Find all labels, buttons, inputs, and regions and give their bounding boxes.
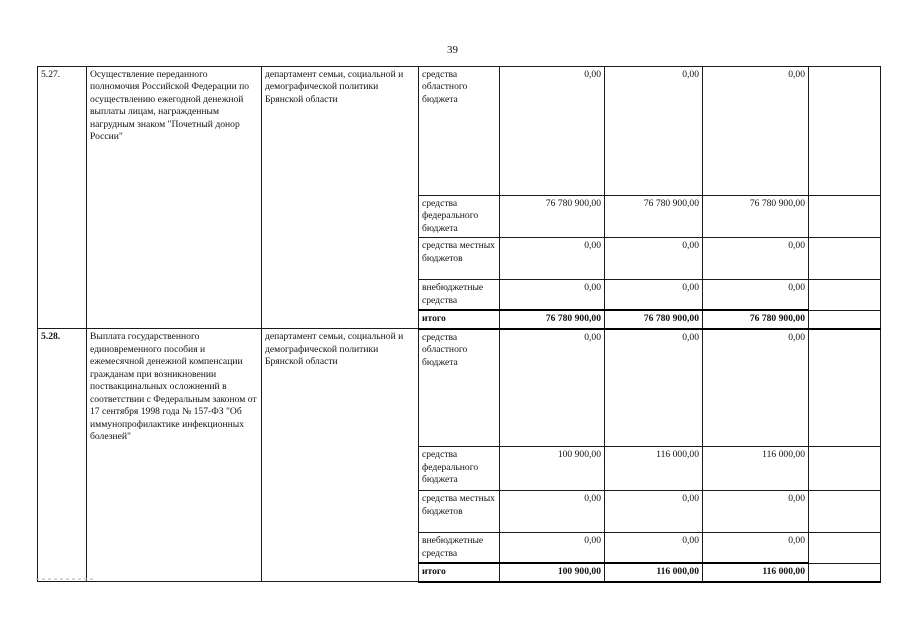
empty-cell	[809, 533, 881, 563]
empty-cell	[809, 329, 881, 447]
funding-source-label: итого	[419, 310, 500, 328]
funding-source-label: средства федерального бюджета	[419, 447, 500, 491]
amount-year-1: 100 900,00	[500, 447, 605, 491]
amount-year-2: 0,00	[605, 67, 703, 196]
amount-year-3: 76 780 900,00	[703, 310, 809, 328]
table-row	[38, 67, 881, 196]
amount-year-3: 116 000,00	[703, 447, 809, 491]
empty-cell	[809, 563, 881, 581]
amount-year-3: 0,00	[703, 491, 809, 533]
funding-source-label: внебюджетные средства	[419, 280, 500, 310]
page-number: 39	[447, 44, 458, 56]
empty-cell	[809, 238, 881, 280]
amount-year-1: 76 780 900,00	[500, 196, 605, 238]
amount-year-3: 0,00	[703, 238, 809, 280]
row-code: 5.27.	[38, 67, 87, 329]
empty-cell	[809, 447, 881, 491]
funding-source-label: средства областного бюджета	[419, 67, 500, 196]
scan-artifact	[36, 578, 96, 580]
funding-source-label: средства федерального бюджета	[419, 196, 500, 238]
table-row	[38, 329, 881, 447]
executor-name: департамент семьи, социальной и демографической политики Брянской области	[262, 329, 419, 582]
amount-year-3: 76 780 900,00	[703, 196, 809, 238]
amount-year-2: 0,00	[605, 280, 703, 310]
amount-year-2: 76 780 900,00	[605, 196, 703, 238]
executor-name: департамент семьи, социальной и демографической политики Брянской области	[262, 67, 419, 329]
empty-cell	[809, 491, 881, 533]
amount-year-2: 116 000,00	[605, 563, 703, 581]
budget-table	[37, 66, 881, 583]
amount-year-3: 0,00	[703, 329, 809, 447]
amount-year-3: 0,00	[703, 280, 809, 310]
amount-year-1: 0,00	[500, 67, 605, 196]
amount-year-1: 0,00	[500, 533, 605, 563]
empty-cell	[809, 196, 881, 238]
amount-year-2: 0,00	[605, 238, 703, 280]
funding-source-label: внебюджетные средства	[419, 533, 500, 563]
empty-cell	[809, 67, 881, 196]
amount-year-3: 116 000,00	[703, 563, 809, 581]
measure-name: Выплата государственного единовременного пособия и ежемесячной денежной компенсации гражданам при возникновении поствакцинальных осложнений в соответствии с Федеральным законом от 17 сентября 1998 года № 157-ФЗ "Об иммунопрофилактике инфекционных болезней"	[87, 329, 262, 582]
funding-source-label: итого	[419, 563, 500, 581]
funding-source-label: средства местных бюджетов	[419, 491, 500, 533]
measure-name: Осуществление переданного полномочия Российской Федерации по осуществлению ежегодной денежной выплаты лицам, награжденным нагрудным знаком "Почетный донор России"	[87, 67, 262, 329]
row-code: 5.28.	[38, 329, 87, 582]
funding-source-label: средства местных бюджетов	[419, 238, 500, 280]
amount-year-1: 76 780 900,00	[500, 310, 605, 328]
amount-year-2: 0,00	[605, 533, 703, 563]
amount-year-3: 0,00	[703, 533, 809, 563]
amount-year-1: 0,00	[500, 280, 605, 310]
amount-year-2: 76 780 900,00	[605, 310, 703, 328]
amount-year-1: 0,00	[500, 329, 605, 447]
funding-source-label: средства областного бюджета	[419, 329, 500, 447]
empty-cell	[809, 310, 881, 328]
amount-year-2: 0,00	[605, 329, 703, 447]
empty-cell	[809, 280, 881, 310]
amount-year-3: 0,00	[703, 67, 809, 196]
amount-year-1: 0,00	[500, 238, 605, 280]
amount-year-2: 0,00	[605, 491, 703, 533]
amount-year-1: 100 900,00	[500, 563, 605, 581]
amount-year-1: 0,00	[500, 491, 605, 533]
amount-year-2: 116 000,00	[605, 447, 703, 491]
